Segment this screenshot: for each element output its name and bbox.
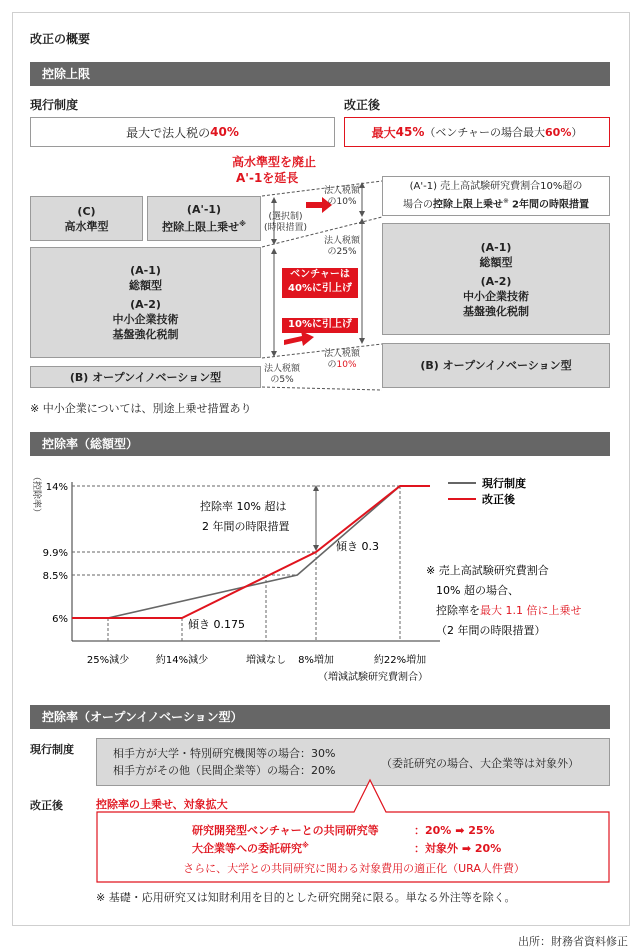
tax-25-label <box>324 236 360 258</box>
chart-ylabel: （控除率） <box>31 472 41 518</box>
section-header-deduction-limit: 控除上限 <box>30 62 610 86</box>
slope-low-label: 傾き 0.175 <box>188 618 245 631</box>
tax25-line2: の25% <box>327 247 357 257</box>
slope-high-label: 傾き 0.3 <box>336 540 379 553</box>
chart-xlabel: （増減試験研究費割合） <box>318 672 428 683</box>
side-note-line4: （2 年間の時限措置） <box>436 624 546 637</box>
right-box-a-line3: (A-2) <box>480 274 512 288</box>
right-a1p-bold: 控除上限上乗せ <box>432 199 503 211</box>
current-label: 現行制度 <box>30 98 79 112</box>
abolish-line2: A'-1を延長 <box>236 171 299 185</box>
tax25-line1: 法人税額 <box>324 236 361 246</box>
rtax10-prefix: の <box>327 360 337 370</box>
box-c-line2: 高水準型 <box>64 219 109 233</box>
right-box-b-open-innovation <box>382 343 610 388</box>
selective-line2: (時限措置) <box>264 223 308 233</box>
s3-row2-note: ※ <box>302 841 309 850</box>
right-a1p-prefix: 場合の <box>402 199 433 211</box>
s3-current-text <box>113 745 335 779</box>
side-note-line1: ※ 売上高試験研究費割合 <box>426 564 549 577</box>
x-tick-label: 約14%減少 <box>155 655 209 666</box>
right-box-a-total <box>382 223 610 335</box>
right-box-b-label: (B) オープンイノベーション型 <box>420 359 572 372</box>
s3-revised-heading: 控除率の上乗せ、対象拡大 <box>96 798 228 811</box>
deduction-rate-chart <box>30 466 620 696</box>
tax10-line1: 法人税額 <box>324 186 361 196</box>
venture-raise-tag <box>282 268 358 298</box>
box-a1p-line1: (A'-1) <box>186 203 222 217</box>
box-a1-prime <box>147 196 261 241</box>
x-tick-label: 8%増加 <box>298 655 334 666</box>
arrow-right-icon: ➡ <box>455 824 465 837</box>
right-a1p-suffix: 2年間の時限措置 <box>512 199 590 211</box>
side-note-line3-prefix: 控除率を <box>436 604 480 617</box>
x-tick-label: 増減なし <box>246 655 286 666</box>
legend-revised: 改正後 <box>482 493 515 506</box>
right-box-a-line5: 基盤強化税制 <box>463 304 529 318</box>
s3-current-line1: 相手方が大学・特別研究機関等の場合：30% <box>113 747 336 760</box>
tax5-line1: 法人税額 <box>264 364 301 374</box>
revised-limit-paren-prefix: （ベンチャーの場合最大 <box>424 126 546 139</box>
tax10-line2: の10% <box>327 197 357 207</box>
revised-limit-box <box>344 117 610 147</box>
dash-line-top <box>262 181 382 196</box>
note-mark: ※ <box>239 220 246 229</box>
side-note-line2: 10% 超の場合、 <box>436 584 519 597</box>
x-tick-label: 25%減少 <box>86 655 130 666</box>
rtax10-line1: 法人税額 <box>324 349 361 359</box>
revised-limit-prefix: 最大 <box>371 125 396 140</box>
box-a-line1: (A-1) <box>130 264 161 277</box>
box-c-high-level <box>30 196 143 241</box>
current-limit-prefix: 最大で法人税の <box>126 125 211 140</box>
right-box-a-line2: 総額型 <box>479 255 513 269</box>
side-note-line3-red: 最大 1.1 倍に上乗せ <box>480 604 582 617</box>
s3-revised-label: 改正後 <box>30 799 63 812</box>
venture-tag-line2: 40%に引上げ <box>288 283 352 294</box>
s3-row2-to: 20% <box>474 842 502 855</box>
box-b-label: (B) オープンイノベーション型 <box>69 370 222 384</box>
s3-current-line2: 相手方がその他（民間企業等）の場合：20% <box>113 764 336 777</box>
current-limit-value: 40% <box>210 125 239 139</box>
right-box-a-line1: (A-1) <box>480 240 512 254</box>
y-tick-label: 6% <box>52 614 68 625</box>
s3-row3: さらに、大学との共同研究に関わる対象費用の適正化（URA人件費） <box>183 862 525 875</box>
tax-5-label <box>264 364 300 386</box>
arrow-right-icon: ➡ <box>461 842 472 855</box>
selective-label <box>264 212 307 234</box>
current-limit-box <box>30 117 335 147</box>
s3-row1-from: ：20% <box>414 824 452 837</box>
x-tick-label: 約22%増加 <box>373 655 427 666</box>
y-tick-label: 9.9% <box>42 548 68 559</box>
revised-limit-value: 45% <box>395 125 425 139</box>
box-a-line3: (A-2) <box>130 298 161 311</box>
box-a-line5: 基盤強化税制 <box>112 328 179 341</box>
revised-label: 改正後 <box>344 98 381 112</box>
s3-outsourcing-note: （委託研究の場合、大企業等は対象外） <box>381 757 579 770</box>
box-a-line2: 総額型 <box>129 279 162 292</box>
s3-row2-text: 大企業等への委託研究 <box>192 842 302 855</box>
x-tick-layer <box>87 486 426 666</box>
red-arrow-bottom <box>284 331 314 346</box>
section1-footnote: ※ 中小企業については、別途上乗せ措置あり <box>30 402 252 415</box>
y-tick-label: 14% <box>45 482 68 493</box>
s3-row1-label: 研究開発型ベンチャーとの共同研究等 <box>192 824 379 837</box>
abolish-line1: 高水準型を廃止 <box>232 155 317 169</box>
raise-10-tag: 10%に引上げ <box>282 318 358 333</box>
right-box-a1-prime <box>382 176 610 216</box>
right-a1p-line1: (A'-1) 売上高試験研究費割合10%超の <box>409 181 583 193</box>
y-tick-label: 8.5% <box>42 571 68 582</box>
revised-limit-paren-suffix: ） <box>571 126 583 139</box>
s3-row2-value <box>414 840 501 856</box>
tax5-line2: の5% <box>270 375 294 385</box>
tax-10-label <box>324 186 360 208</box>
page-title: 改正の概要 <box>30 32 91 46</box>
box-a-total <box>30 247 261 358</box>
s3-current-label: 現行制度 <box>30 743 74 756</box>
rtax10-value: 10% <box>336 360 357 370</box>
revised-tax-10-label <box>324 349 360 371</box>
s3-row1-to: 25% <box>468 824 495 837</box>
venture-tag-line1: ベンチャーは <box>290 269 350 280</box>
revised-limit-paren-value: 60% <box>545 125 572 139</box>
box-c-line1: (C) <box>77 204 96 218</box>
dash-line-a <box>262 344 382 358</box>
box-note-line1: 控除率 10% 超は <box>200 500 287 513</box>
box-note-line2: 2 年間の時限措置 <box>202 520 290 533</box>
source-note: 出所：財務省資料修正 <box>518 935 628 948</box>
box-a1p-line2: 控除上限上乗せ <box>162 220 240 234</box>
s3-footnote: ※ 基礎・応用研究又は知財利用を目的とした研究開発に限る。単なる外注等を除く。 <box>96 891 516 904</box>
legend-current: 現行制度 <box>482 477 526 490</box>
side-note-line3 <box>436 603 582 617</box>
section-header-deduction-rate-total: 控除率（総額型） <box>30 432 610 456</box>
box-a-line4: 中小企業技術 <box>112 313 179 326</box>
section-header-open-innovation: 控除率（オープンイノベーション型） <box>30 705 610 729</box>
dash-line-b <box>262 387 382 390</box>
selective-line1: (選択制) <box>268 212 303 222</box>
right-note-mark: ※ <box>502 197 509 206</box>
box-b-open-innovation-current <box>30 366 261 388</box>
s3-row1-value <box>414 822 495 838</box>
right-box-a-line4: 中小企業技術 <box>463 289 529 303</box>
s3-row2-label <box>192 840 309 856</box>
s3-row2-from: ：対象外 <box>414 842 458 855</box>
